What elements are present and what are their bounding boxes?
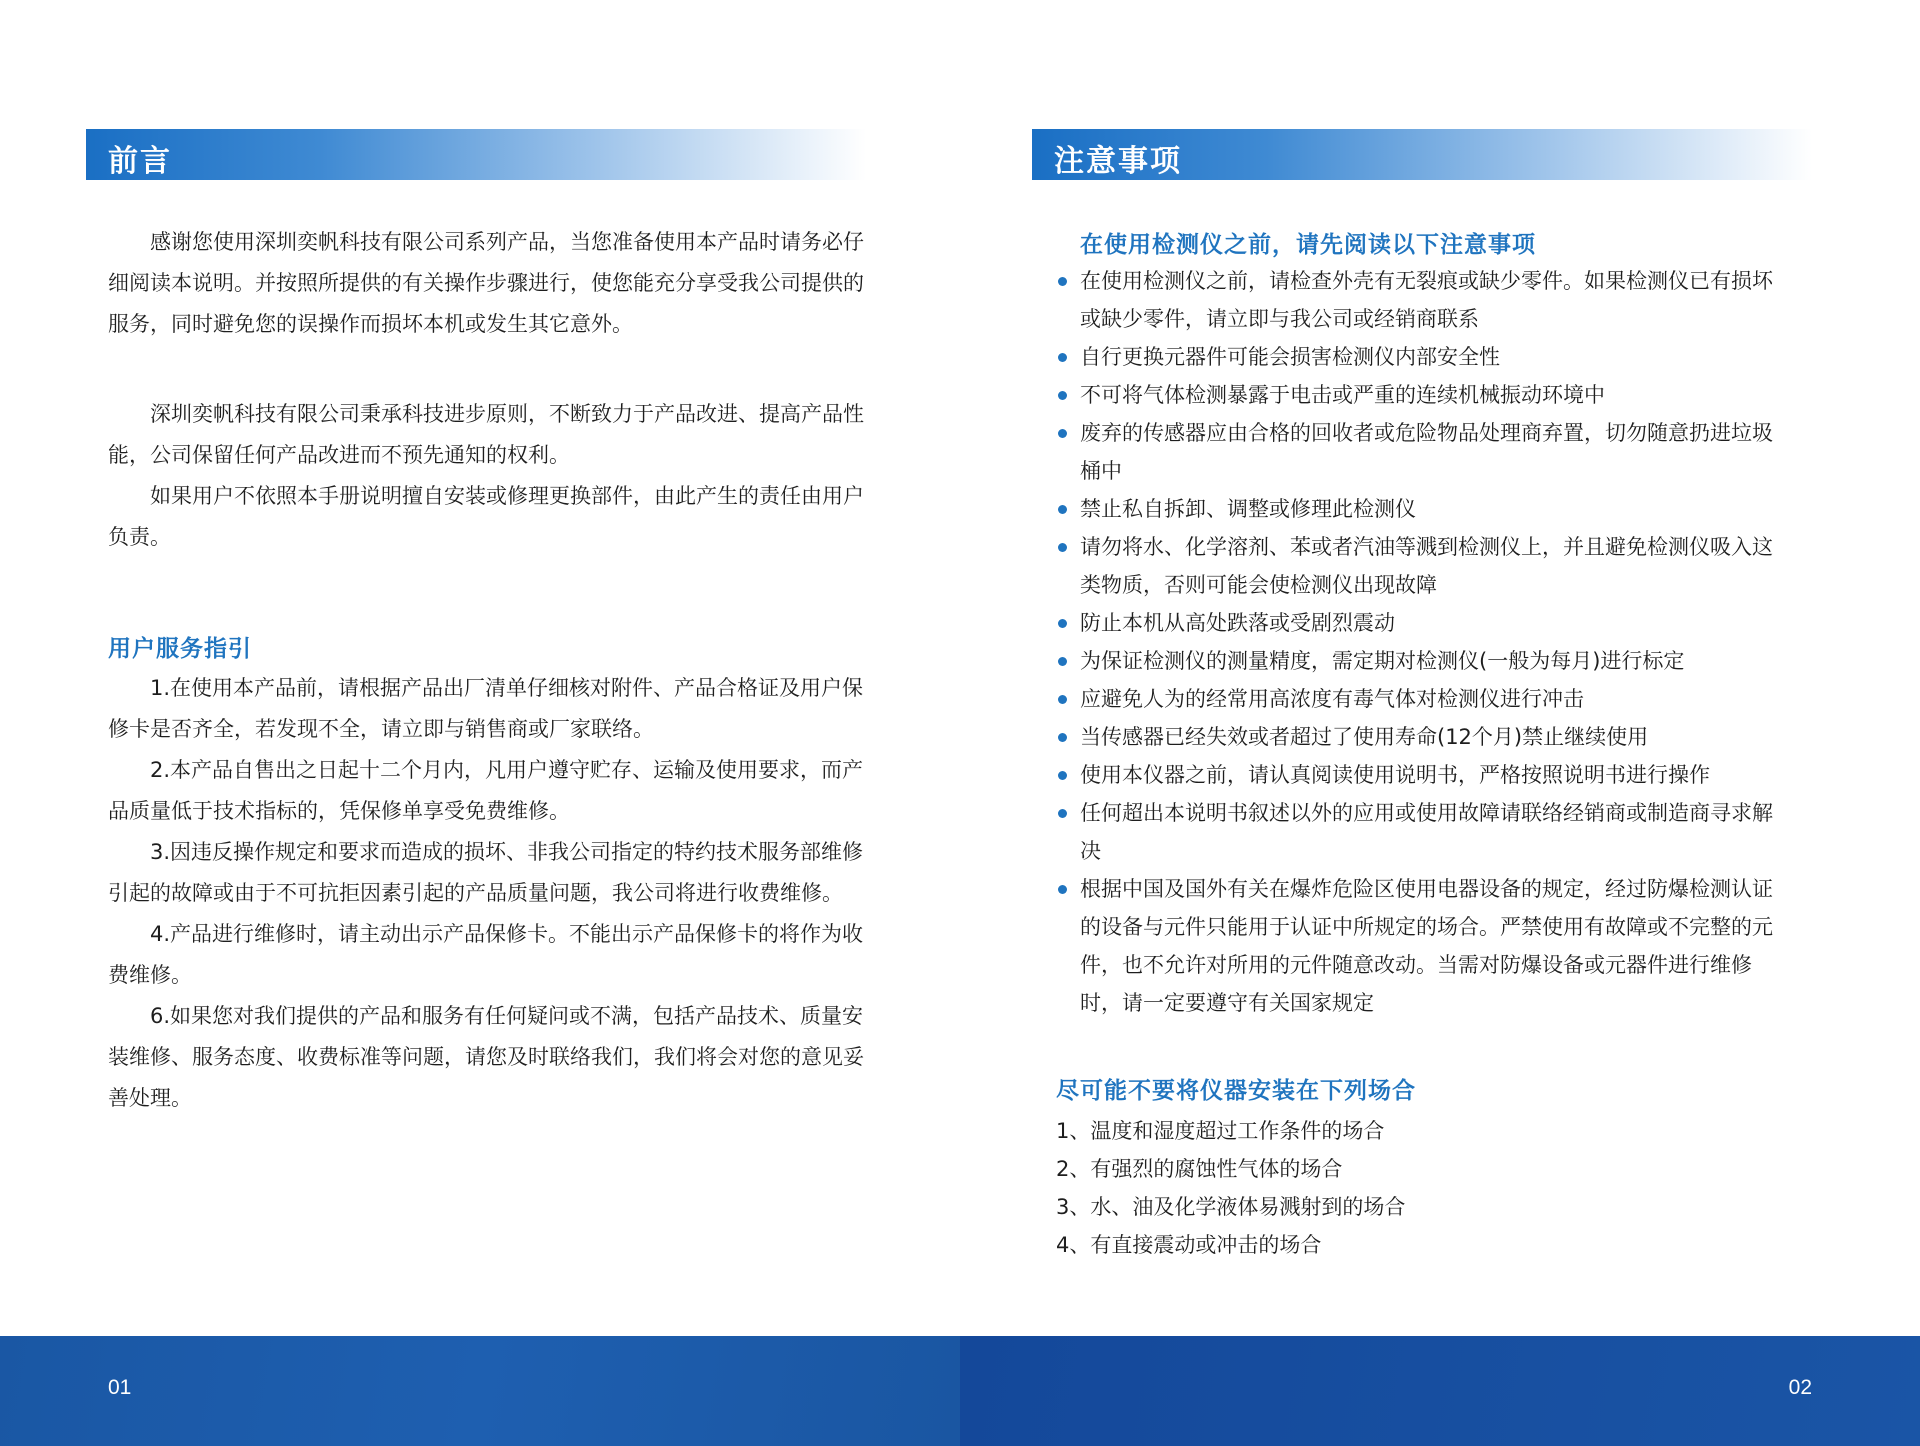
bullet-icon [1058, 733, 1067, 742]
bullet-icon [1058, 391, 1067, 400]
install-item: 2、有强烈的腐蚀性气体的场合 [1056, 1157, 1343, 1181]
notice-text: 当传感器已经失效或者超过了使用寿命(12个月)禁止继续使用 [1080, 725, 1649, 749]
notice-text: 使用本仪器之前，请认真阅读使用说明书，严格按照说明书进行操作 [1080, 763, 1710, 787]
page-number-right: 02 [1788, 1376, 1812, 1399]
service-guide-heading: 用户服务指引 [108, 636, 252, 662]
notice-title: 注意事项 [1054, 144, 1182, 179]
preface-paragraph: 感谢您使用深圳奕帆科技有限公司系列产品，当您准备使用本产品时请务必仔细阅读本说明。并按照所提供的有关操作步骤进行，使您能充分享受我公司提供的服务，同时避免您的误操作而损坏本机或发生其它意外。 [108, 230, 864, 336]
notice-item [1056, 718, 1776, 756]
notice-text: 任何超出本说明书叙述以外的应用或使用故障请联络经销商或制造商寻求解决 [1080, 801, 1773, 863]
preface-title: 前言 [108, 144, 172, 179]
notice-text: 禁止私自拆卸、调整或修理此检测仪 [1080, 497, 1416, 521]
install-heading: 尽可能不要将仪器安装在下列场合 [1056, 1078, 1416, 1104]
bullet-icon [1058, 771, 1067, 780]
footer-right [960, 1336, 1920, 1446]
notice-text: 防止本机从高处跌落或受剧烈震动 [1080, 611, 1395, 635]
notice-text: 根据中国及国外有关在爆炸危险区使用电器设备的规定，经过防爆检测认证的设备与元件只能用于认证中所规定的场合。严禁使用有故障或不完整的元件，也不允许对所用的元件随意改动。当需对防爆设备或元器件进行维修时，请一定要遵守有关国家规定 [1080, 877, 1773, 1015]
bullet-icon [1058, 277, 1067, 286]
notice-heading: 在使用检测仪之前，请先阅读以下注意事项 [1080, 232, 1536, 258]
notice-text: 请勿将水、化学溶剂、苯或者汽油等溅到检测仪上，并且避免检测仪吸入这类物质，否则可能会使检测仪出现故障 [1080, 535, 1773, 597]
notice-item [1056, 604, 1776, 642]
notice-item [1056, 794, 1776, 870]
footer-band [0, 1336, 1920, 1446]
bullet-icon [1058, 543, 1067, 552]
notice-item [1056, 528, 1776, 604]
install-list [1056, 1112, 1756, 1264]
notice-item [1056, 756, 1776, 794]
notice-item [1056, 680, 1776, 718]
notice-text: 废弃的传感器应由合格的回收者或危险物品处理商弃置，切勿随意扔进垃圾桶中 [1080, 421, 1773, 483]
install-item: 1、温度和湿度超过工作条件的场合 [1056, 1119, 1385, 1143]
bullet-icon [1058, 429, 1067, 438]
notice-text: 不可将气体检测暴露于电击或严重的连续机械振动环境中 [1080, 383, 1605, 407]
right-page [960, 0, 1920, 1446]
bullet-icon [1058, 657, 1067, 666]
footer-left [0, 1336, 960, 1446]
notice-item [1056, 338, 1776, 376]
preface-section-bar [86, 129, 866, 180]
notice-text: 在使用检测仪之前，请检查外壳有无裂痕或缺少零件。如果检测仪已有损坏或缺少零件，请立即与我公司或经销商联系 [1080, 269, 1773, 331]
bullet-icon [1058, 505, 1067, 514]
notice-section-bar [1032, 129, 1812, 180]
bullet-icon [1058, 695, 1067, 704]
notice-item [1056, 642, 1776, 680]
install-item: 3、水、油及化学液体易溅射到的场合 [1056, 1195, 1406, 1219]
notice-item [1056, 376, 1776, 414]
preface-paragraph: 如果用户不依照本手册说明擅自安装或修理更换部件，由此产生的责任由用户负责。 [108, 484, 864, 549]
preface-paragraph: 深圳奕帆科技有限公司秉承科技进步原则，不断致力于产品改进、提高产品性能，公司保留任何产品改进而不预先通知的权利。 [108, 402, 864, 467]
service-paragraph: 6.如果您对我们提供的产品和服务有任何疑问或不满，包括产品技术、质量安装维修、服务态度、收费标准等问题，请您及时联络我们，我们将会对您的意见妥善处理。 [108, 1004, 864, 1110]
notice-list [1056, 262, 1776, 1022]
notice-text: 应避免人为的经常用高浓度有毒气体对检测仪进行冲击 [1080, 687, 1584, 711]
service-paragraph: 3.因违反操作规定和要求而造成的损坏、非我公司指定的特约技术服务部维修引起的故障或由于不可抗拒因素引起的产品质量问题，我公司将进行收费维修。 [108, 840, 864, 905]
bullet-icon [1058, 353, 1067, 362]
notice-text: 自行更换元器件可能会损害检测仪内部安全性 [1080, 345, 1500, 369]
service-paragraph: 4.产品进行维修时，请主动出示产品保修卡。不能出示产品保修卡的将作为收费维修。 [108, 922, 864, 987]
service-paragraph: 2.本产品自售出之日起十二个月内，凡用户遵守贮存、运输及使用要求，而产品质量低于技术指标的，凭保修单享受免费维修。 [108, 758, 864, 823]
notice-item [1056, 490, 1776, 528]
page-number-left: 01 [108, 1376, 132, 1399]
service-paragraph: 1.在使用本产品前，请根据产品出厂清单仔细核对附件、产品合格证及用户保修卡是否齐全，若发现不全，请立即与销售商或厂家联络。 [108, 676, 864, 741]
preface-block-1 [108, 222, 868, 345]
service-guide-block [108, 668, 868, 1119]
install-item: 4、有直接震动或冲击的场合 [1056, 1233, 1322, 1257]
bullet-icon [1058, 885, 1067, 894]
notice-item [1056, 262, 1776, 338]
notice-text: 为保证检测仪的测量精度，需定期对检测仪(一般为每月)进行标定 [1080, 649, 1685, 673]
notice-item [1056, 870, 1776, 1022]
preface-block-2 [108, 394, 868, 558]
notice-item [1056, 414, 1776, 490]
bullet-icon [1058, 619, 1067, 628]
bullet-icon [1058, 809, 1067, 818]
